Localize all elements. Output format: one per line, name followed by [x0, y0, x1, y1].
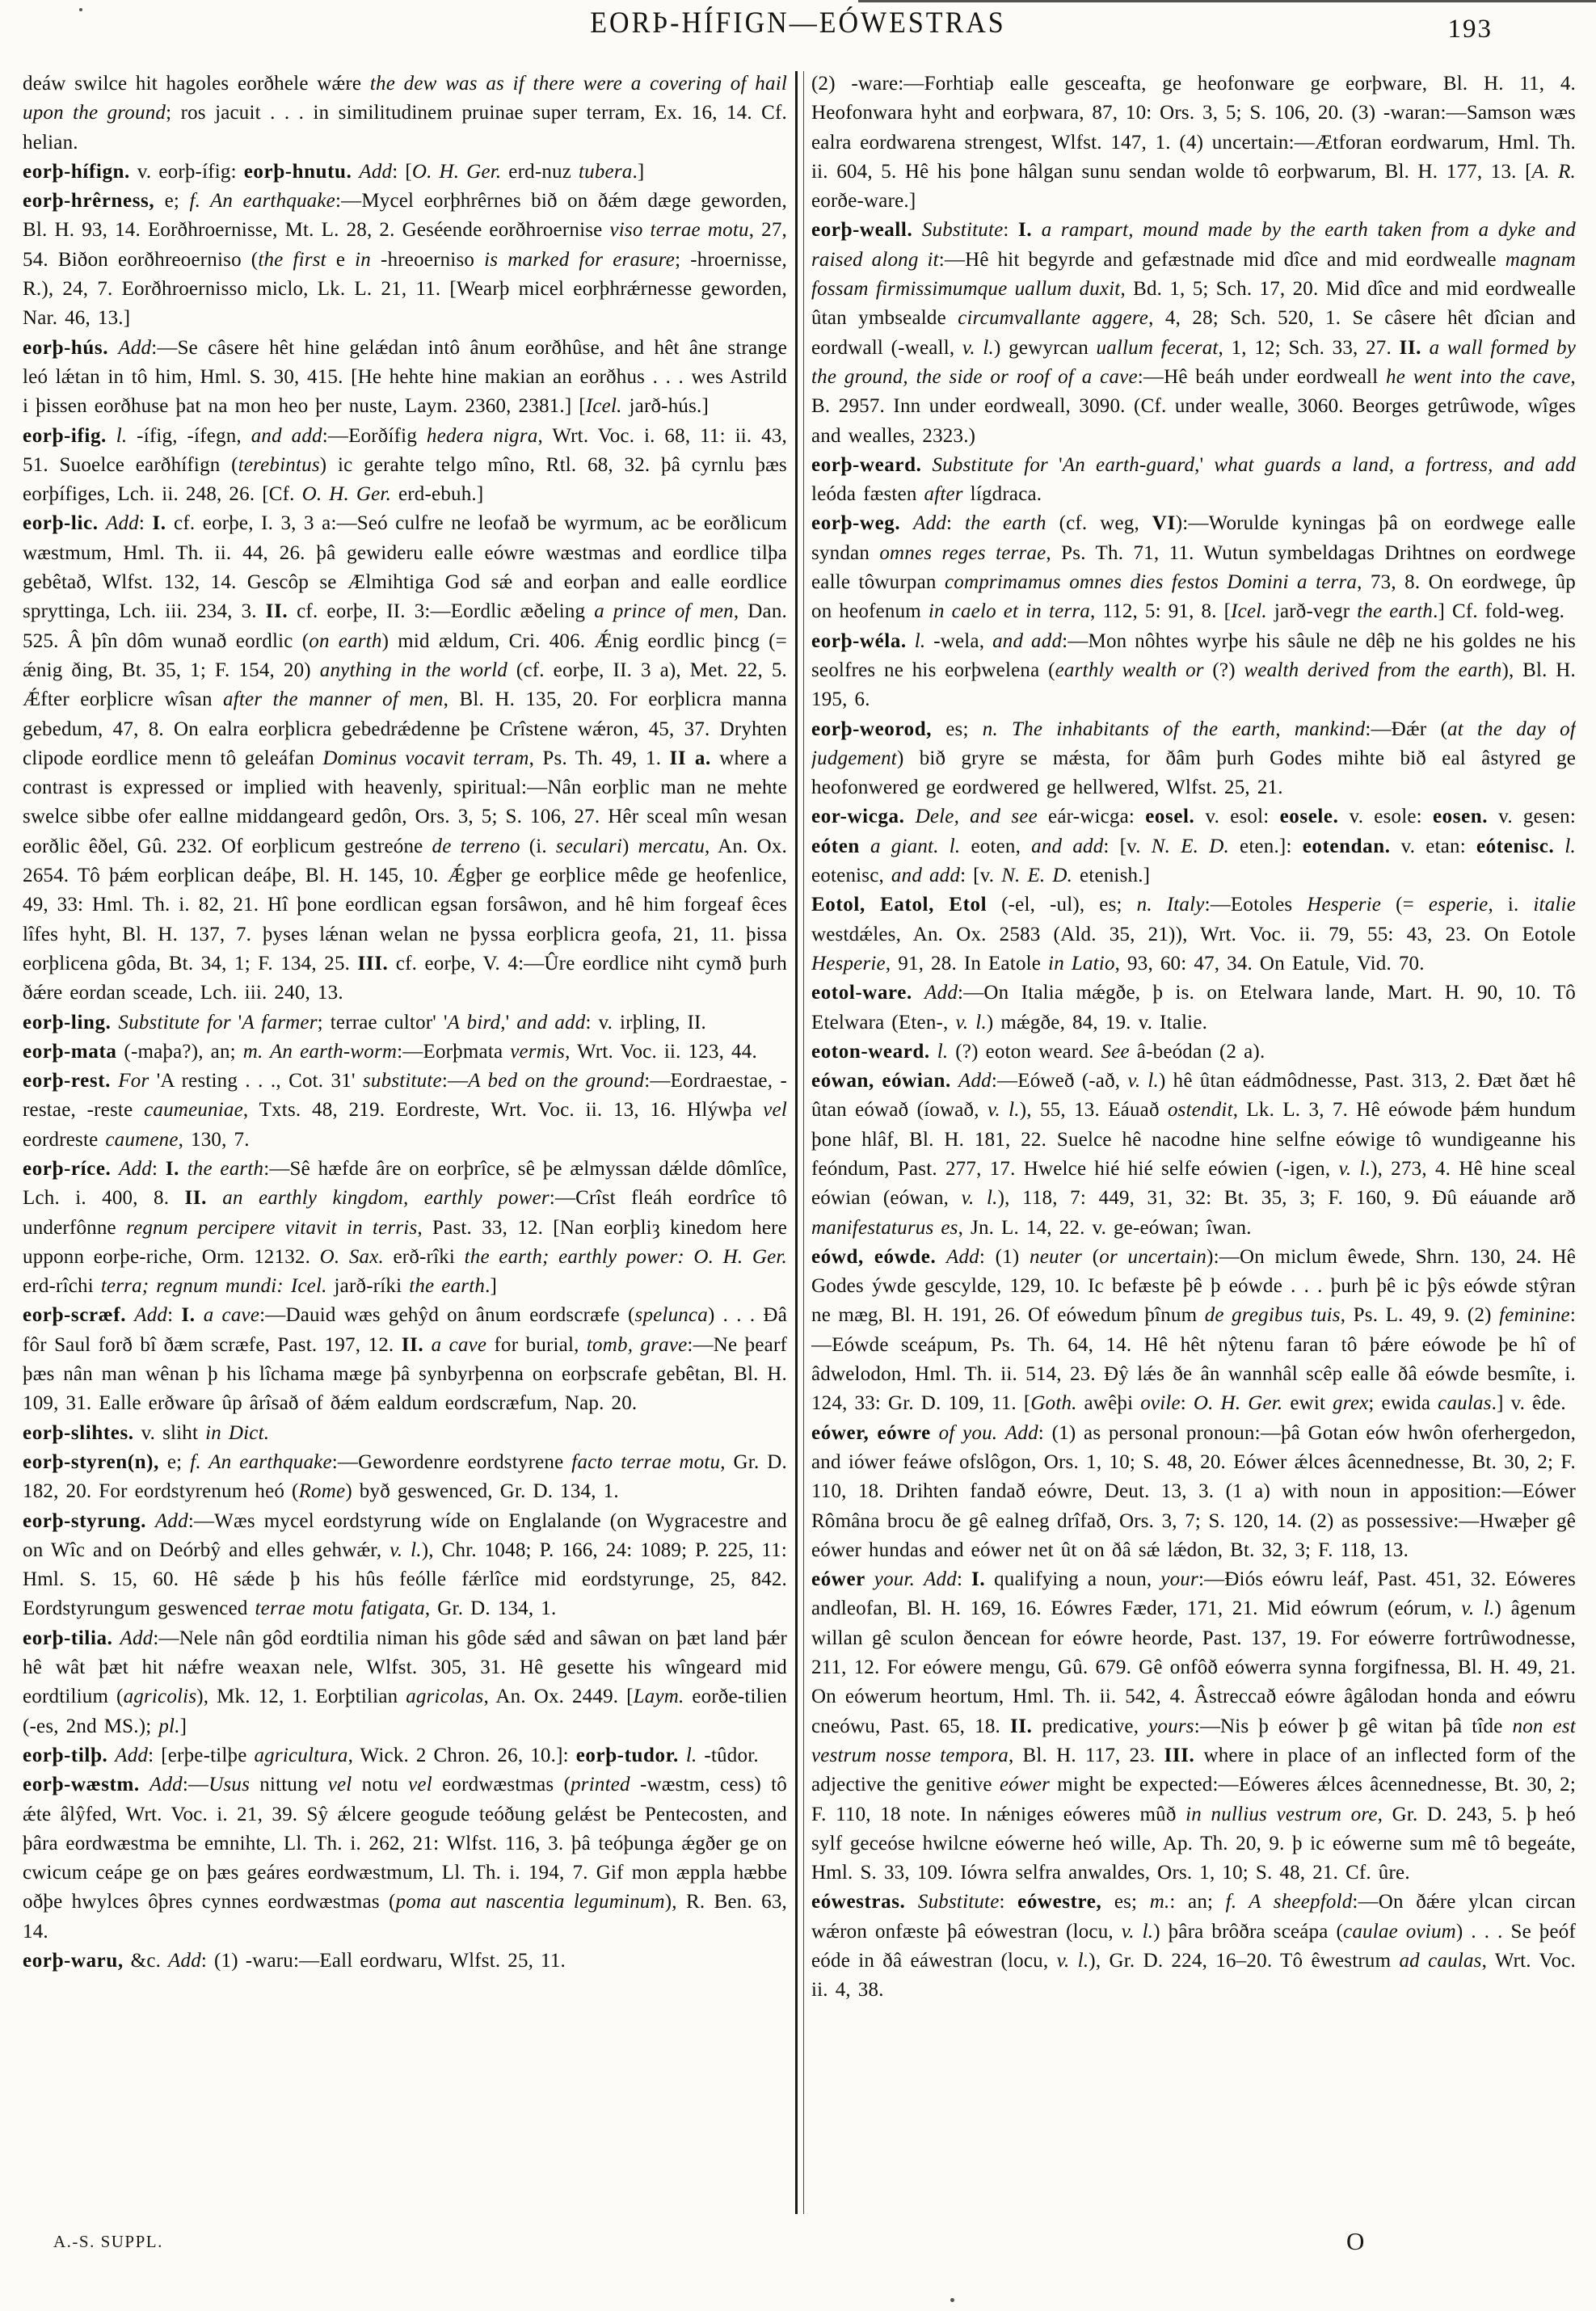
scan-edge-artifact	[858, 0, 1596, 2]
printer-signature: A.-S. SUPPL.	[53, 2232, 163, 2251]
dictionary-entry: eorþ-hrêrness, e; f. An earthquake:—Mycel eorþhrêrnes bið on ðǽm dæge geworden, Bl. H. 93, 14. Eorðhroernisse, Mt. L. 28, 2. Geséende eorðhroernise viso terrae motu, 27, 54. Biðon eorðhreoerniso (the first e in -hreoerniso is marked for erasure; -hroernisse, R.), 24, 7. Eorðhroernisso miclo, Lk. L. 21, 11. [Wearþ micel eorþhrǽrnesse geworden, Nar. 46, 13.]	[23, 190, 787, 330]
dictionary-entry: eówd, eówde. Add: (1) neuter (or uncertain):—On miclum êwede, Shrn. 130, 24. Hê Godes ýwde gescylde, 129, 10. Ic befæste þê þ eówde . . . þurh þê ic þŷs eówde stŷran ne mæg, Bl. H. 191, 26. Of eówedum þînum de gregibus tuis, Ps. L. 49, 9. (2) feminine:—Eówde sceápum, Ps. Th. 64, 14. Hê hêt nŷtenu faran tô þǽre eówode þe hî of âdwelodon, Hml. Th. ii. 514, 23. Ðŷ lǽs ðe ân wannhâl scêp ealle ðâ eówde besmîte, i. 124, 33: Gr. D. 109, 11. [Goth. awêþi ovile: O. H. Ger. ewit grex; ewida caulas.] v. êde.	[811, 1245, 1576, 1415]
dictionary-entry: eorþ-ling. Substitute for 'A farmer; terrae cultor' 'A bird,' and add: v. irþling, II.	[23, 1011, 707, 1033]
dictionary-entry: eorþ-ríce. Add: I. the earth:—Sê hæfde âre on eorþrîce, sê þe ælmyssan dǽlde dômlîce, Lch. i. 400, 8. II. an earthly kingdom, earthly power:—Crîst fleáh eordrîce tô underfônne regnum percipere vitavit in terris, Past. 33, 12. [Nan eorþliȝ kinedom here upponn eorþe-riche, Orm. 12132. O. Sax. erð-rîki the earth; earthly power: O. H. Ger. erd-rîchi terra; regnum mundi: Icel. jarð-ríki the earth.]	[23, 1157, 787, 1298]
right-column	[811, 69, 1576, 2225]
scan-noise-dot	[950, 2298, 954, 2302]
dictionary-entry: eoton-weard. l. (?) eoton weard. See â-beódan (2 a).	[811, 1040, 1265, 1063]
dictionary-entry: eorþ-wæstm. Add:—Usus nittung vel notu vel eordwæstmas (printed -wæstm, cess) tô ǽte âlŷfed, Wrt. Voc. i. 21, 39. Sŷ ǽlcere geogude teóðung gelǽst be Pentecosten, and þâra eordwæstma be emnihte, Ll. Th. i. 262, 21: Wlfst. 116, 3. þâ teóþunga ǽgðer ge on cwicum ceápe ge on þæs geáres eordwæstmum, Ll. Th. i. 194, 7. Gif mon æppla hæbbe oðþe hwylces ôþres cynnes eordwæstmas (poma aut nascentia leguminum), R. Ben. 63, 14.	[23, 1774, 787, 1943]
dictionary-entry: eorþ-ifig. l. -ífig, -ífegn, and add:—Eorðífig hedera nigra, Wrt. Voc. i. 68, 11: ii. 43, 51. Suoelce earðhífign (terebintus) ic gerahte telgo mîno, Rtl. 68, 32. þâ cyrnlu þæs eorþífiges, Lch. ii. 248, 26. [Cf. O. H. Ger. erd-ebuh.]	[23, 424, 787, 506]
dictionary-entry: Eotol, Eatol, Etol (-el, -ul), es; n. Italy:—Eotoles Hesperie (= esperie, i. italie westdǽles, An. Ox. 2583 (Ald. 35, 21)), Wrt. Voc. ii. 79, 55: 43, 23. On Eotole Hesperie, 91, 28. In Eatole in Latio, 93, 60: 47, 34. On Eatule, Vid. 70.	[811, 894, 1576, 974]
page-title: EORÞ-HÍFIGN—EÓWESTRAS	[590, 6, 1006, 40]
dictionary-entry: eówan, eówian. Add:—Eóweð (-að, v. l.) hê ûtan eádmôdnesse, Past. 313, 2. Ðæt ðæt hê ûtan eówað (íowað, v. l.), 55, 13. Eáuað ostendit, Lk. L. 3, 7. Hê eówode þǽm hundum þone hlâf, Bl. H. 181, 22. Suelce hê nacodne hine selfne eówige tô wundigeanne his feóndum, Past. 277, 17. Hwelce hié hié selfe eówien (-igen, v. l.), 273, 4. Hê hine sceal eówian (eówan, v. l.), 118, 7: 449, 31, 32: Bt. 35, 3; F. 160, 9. Ðû eáuande arð manifestaturus es, Jn. L. 14, 22. v. ge-eówan; îwan.	[811, 1070, 1576, 1239]
dictionary-entry: (2) -ware:—Forhtiaþ ealle gesceafta, ge heofonware ge eorþware, Bl. H. 11, 4. Heofonwara hyht and eorþwara, 87, 10: Ors. 3, 5; S. 106, 20. (3) -waran:—Samson wæs ealra eordwarena strengest, Wlfst. 147, 1. (4) uncertain:—Ætforan eordwarum, Hml. Th. ii. 604, 5. Hê his þone hâlgan sunu sendan wolde tô eorþwarum, Bl. H. 177, 13. [A. R. eorðe-ware.]	[811, 73, 1576, 213]
column-divider-rule	[795, 71, 804, 2214]
dictionary-entry: eorþ-waru, &c. Add: (1) -waru:—Eall eordwaru, Wlfst. 25, 11.	[23, 1950, 566, 1972]
dictionary-entry: eorþ-scræf. Add: I. a cave:—Dauid wæs gehŷd on ânum eordscræfe (spelunca) . . . Ðâ fôr Saul forð bî ðæm scræfe, Past. 197, 12. II. a cave for burial, tomb, grave:—Ne þearf þæs nân man wênan þ his lîchama mæge þâ synbyrþenna on eorþscrafe gebêtan, Bl. H. 109, 31. Ealle erðware ûp ârîsað of ðǽm ealdum eordscræfum, Nap. 20.	[23, 1304, 787, 1415]
dictionary-entry: eówer, eówre of you. Add: (1) as personal pronoun:—þâ Gotan eów hwôn oferhergedon, and iówer feáwe ofslôgon, Ors. 1, 10; S. 48, 20. Eówer ǽlces âcennednesse, Bt. 30, 2; F. 110, 18. Drihten fandað eówre, Deut. 13, 3. (1 a) with noun in apposition:—Eówer Rômâna brocu ðe gê ealneg drîfað, Ors. 3, 7; S. 120, 14. (2) as possessive:—Hwæþer gê eówer hundas and eówer net ût on ðâ sǽ lǽdon, Bt. 32, 3; F. 118, 13.	[811, 1421, 1576, 1561]
dictionary-entry: eorþ-slihtes. v. sliht in Dict.	[23, 1421, 270, 1444]
dictionary-entry: eorþ-rest. For 'A resting . . ., Cot. 31' substitute:—A bed on the ground:—Eordraestae, -restae, -reste caumeuniae, Txts. 48, 219. Eordreste, Wrt. Voc. ii. 13, 16. Hlýwþa vel eordreste caumene, 130, 7.	[23, 1070, 787, 1151]
catchword: O	[1346, 2227, 1365, 2255]
dictionary-entry: eorþ-styrung. Add:—Wæs mycel eordstyrung wíde on Englalande (on Wygracestre and on Wîc and on Deórbŷ and elles gehwǽr, v. l.), Chr. 1048; P. 166, 24: 1089; P. 225, 11: Hml. S. 15, 60. Hê sǽde þ his hûs feólle fǽrlîce mid eordstyrunge, 25, 842. Eordstyrungum geswenced terrae motu fatigata, Gr. D. 134, 1.	[23, 1509, 787, 1620]
dictionary-entry: eorþ-hús. Add:—Se câsere hêt hine gelǽdan intô ânum eorðhûse, and hêt âne strange leó lǽtan in tô him, Hml. S. 30, 415. [He hehte hine makian an eorðhus . . . wes Astrild i þissen eorðhuse þat na mon heo þer nuste, Laym. 2360, 2381.] [Icel. jarð-hús.]	[23, 336, 787, 418]
dictionary-entry: eorþ-styren(n), e; f. An earthquake:—Gewordenre eordstyrene facto terrae motu, Gr. D. 182, 20. For eordstyrenum heó (Rome) byð geswenced, Gr. D. 134, 1.	[23, 1450, 787, 1503]
left-column	[23, 69, 787, 2225]
dictionary-entry: eorþ-weg. Add: the earth (cf. weg, VI):—Worulde kyningas þâ on eordwege ealle syndan omnes reges terrae, Ps. Th. 71, 11. Wutun symbeldagas Drihtnes on eordwege ealle tôwurpan comprimamus omnes dies festos Domini a terra, 73, 8. On eordwege, ûp on heofenum in caelo et in terra, 112, 5: 91, 8. [Icel. jarð-vegr the earth.] Cf. fold-weg.	[811, 512, 1576, 623]
dictionary-entry: eotol-ware. Add:—On Italia mǽgðe, þ is. on Etelwara lande, Mart. H. 90, 10. Tô Etelwara (Eten-, v. l.) mǽgðe, 84, 19. v. Italie.	[811, 982, 1576, 1033]
page-number: 193	[1447, 15, 1493, 44]
dictionary-entry: eorþ-weorod, es; n. The inhabitants of the earth, mankind:—Ðǽr (at the day of judgement) bið gryre se mǽsta, for ðâm þurh Godes mihte bið eal âstyred ge heofonwered ge eordwered ge hellwered, Wlfst. 25, 21.	[811, 718, 1576, 799]
dictionary-entry: eorþ-hífign. v. eorþ-ífig: eorþ-hnutu. Add: [O. H. Ger. erd-nuz tubera.]	[23, 160, 645, 183]
dictionary-entry: eorþ-wéla. l. -wela, and add:—Mon nôhtes wyrþe his sâule ne dêþ ne his goldes ne his seolfres ne his eorþwelena (earthly wealth or (?) wealth derived from the earth), Bl. H. 195, 6.	[811, 629, 1576, 711]
dictionary-entry: eówestras. Substitute: eówestre, es; m.: an; f. A sheepfold:—On ðǽre ylcan circan wǽron onfæste þâ eówestran (locu, v. l.) þâra brôðra sceápa (caulae ovium) . . . Se þeóf eóde in ðâ eáwestran (locu, v. l.), Gr. D. 224, 16–20. Tô êwestrum ad caulas, Wrt. Voc. ii. 4, 38.	[811, 1891, 1576, 2002]
dictionary-entry: eor-wicga. Dele, and see eár-wicga: eosel. v. esol: eosele. v. esole: eosen. v. gesen: eóten a giant. l. eoten, and add: [v. N. E. D. eten.]: eotendan. v. etan: eótenisc. l. eotenisc, and add: [v. N. E. D. etenish.]	[811, 806, 1576, 887]
dictionary-entry: eorþ-lic. Add: I. cf. eorþe, I. 3, 3 a:—Seó culfre ne leofað be wyrmum, ac be eorðlicum wæstmum, Hml. Th. ii. 44, 26. þâ gewideru ealle eówre wæstmas and eordlice tilþa gebêtað, Wlfst. 132, 14. Gescôp se Ælmihtiga God sǽ and eorþan and ealle eordlice spryttinga, Lch. iii. 234, 3. II. cf. eorþe, II. 3:—Eordlic æðeling a prince of men, Dan. 525. Â þîn dôm wunað eordlic (on earth) mid ældum, Cri. 406. Ǽnig eordlic þincg (= ǽnig ðing, Bt. 35, 1; F. 154, 20) anything in the world (cf. eorþe, II. 3 a), Met. 22, 5. Ǽfter eorþlicre wîsan after the manner of men, Bl. H. 135, 20. For eorþlicra manna gebedum, 47, 8. On ealra eorþlicra gebedrǽdenne þe Crîstene wǽron, 45, 37. Dryhten clipode eordlice menn tô geleáfan Dominus vocavit terram, Ps. Th. 49, 1. II a. where a contrast is expressed or implied with heavenly, spiritual:—Nân eorþlic man ne mehte swelce sibbe ofer eallne middangeard gedôn, Ors. 3, 5; S. 106, 27. Hêr sceal mîn wesan eorðlic êðel, Gû. 232. Of eorþlicum gestreóne de terreno (i. seculari) mercatu, An. Ox. 2654. Tô þǽm eorþlican deáþe, Bl. H. 145, 10. Ǽgþer ge eorþlice mêde ge heofenlice, 49, 33: Hml. Th. i. 82, 21. Hî þone eordlican egsan forsâwon, and hê him forgeaf êces lîfes hyht, Bl. H. 137, 7. þyses lǽnan welan ne þyssa eorþlicra geofa, 21, 11. þissa eorþlicena gôda, Bt. 34, 1; F. 134, 25. III. cf. eorþe, V. 4:—Ûre eordlice niht cymð þurh ðǽre eordan sceade, Lch. iii. 240, 13.	[23, 512, 787, 1004]
dictionary-entry: eówer your. Add: I. qualifying a noun, your:—Ðiós eówru leáf, Past. 451, 32. Eóweres andleofan, Bl. H. 169, 16. Eówres Fæder, 171, 21. Mid eówrum (eórum, v. l.) âgenum willan gê sculon ðencean for eówre heorde, Past. 137, 19. For eówerre fortrûwodnesse, 211, 12. For eówere mengu, Gû. 679. Gê onfôð eówerra synna forgifnessa, Bl. H. 49, 21. On eówerum heortum, Hml. Th. ii. 542, 4. Âstreccað eówre âgâlodan honda and eówru cneówu, Past. 65, 18. II. predicative, yours:—Nis þ eówer þ gê witan þâ tîde non est vestrum nosse tempora, Bl. H. 117, 23. III. where in place of an inflected form of the adjective the genitive eówer might be expected:—Eóweres ǽlces âcennednesse, Bt. 30, 2; F. 110, 18 note. In nǽniges eóweres mûð in nullius vestrum ore, Gr. D. 243, 5. þ heó sylf geceóse hwilcne eówerne heó wille, Ap. Th. 20, 9. þ ic eówerne sum mê tô begeáte, Hml. S. 33, 109. Iówra selfra anwaldes, Ors. 1, 10; S. 48, 21. Cf. ûre.	[811, 1568, 1576, 1884]
dictionary-entry: eorþ-weard. Substitute for 'An earth-guard,' what guards a land, a fortress, and add leóda fæsten after lígdraca.	[811, 453, 1576, 506]
dictionary-entry: eorþ-tilia. Add:—Nele nân gôd eordtilia niman his gôde sǽd and sâwan on þæt land þǽr hê wât þæt hit nǽfre weaxan nele, Wlfst. 305, 31. Hê gesette his wîngeard mid eordtilium (agricolis), Mk. 12, 1. Eorþtilian agricolas, An. Ox. 2449. [Laym. eorðe-tilien (-es, 2nd MS.); pl.]	[23, 1627, 787, 1737]
dictionary-entry: eorþ-tilþ. Add: [erþe-tilþe agricultura, Wick. 2 Chron. 26, 10.]: eorþ-tudor. l. -tûdor.	[23, 1744, 759, 1766]
dictionary-entry: eorþ-mata (-maþa?), an; m. An earth-worm:—Eorþmata vermis, Wrt. Voc. ii. 123, 44.	[23, 1040, 757, 1063]
dictionary-entry: deáw swilce hit hagoles eorðhele wǽre the dew was as if there were a covering of hail upon the ground; ros jacuit . . . in similitudinem pruinae super terram, Ex. 16, 14. Cf. helian.	[23, 73, 787, 154]
dictionary-entry: eorþ-weall. Substitute: I. a rampart, mound made by the earth taken from a dyke and raised along it:—Hê hit begyrde and gefæstnade mid dîce and mid eordwealle magnam fossam firmissimumque uallum duxit, Bd. 1, 5; Sch. 17, 20. Mid dîce and mid eordwealle ûtan ymbsealde circumvallante aggere, 4, 28; Sch. 520, 1. Se câsere hêt dîcian and eordwall (-weall, v. l.) gewyrcan uallum fecerat, 1, 12; Sch. 33, 27. II. a wall formed by the ground, the side or roof of a cave:—Hê beáh under eordweall he went into the cave, B. 2957. Inn under eordweall, 3090. (Cf. under wealle, 3060. Beorges getrûwode, wîges and wealles, 2323.)	[811, 219, 1576, 447]
running-head	[0, 8, 1596, 60]
